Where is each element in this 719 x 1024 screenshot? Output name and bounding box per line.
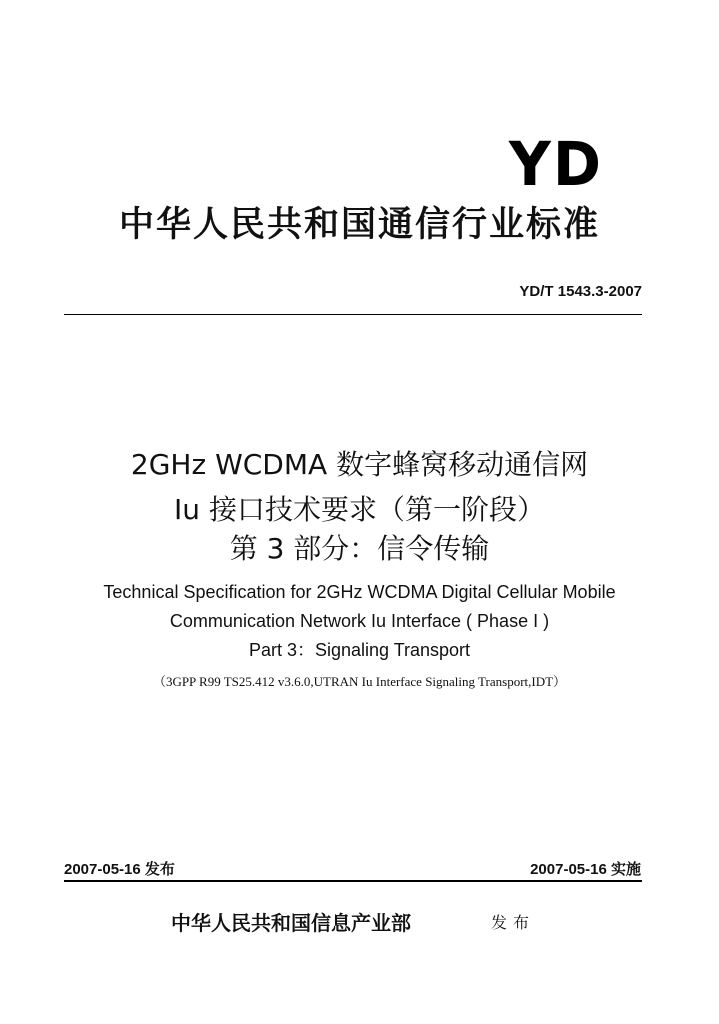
top-divider (64, 314, 642, 315)
yd-logo: YD (508, 128, 603, 200)
publish-label: 发布 (491, 913, 536, 932)
bottom-divider (64, 880, 642, 882)
issuing-ministry: 中华人民共和国信息产业部 (171, 911, 411, 935)
standard-number: YD/T 1543.3-2007 (519, 283, 642, 300)
reference-note: （3GPP R99 TS25.412 v3.6.0,UTRAN Iu Interface Signaling Transport,IDT） (152, 674, 567, 689)
title-zh-line-1: 2GHz WCDMA 数字蜂窝移动通信网 (130, 448, 589, 481)
issue-date: 2007-05-16 发布 (64, 861, 175, 878)
title-zh-line-2: Iu 接口技术要求（第一阶段） (174, 493, 545, 526)
title-zh-line-3: 第 3 部分：信令传输 (229, 532, 490, 565)
issuer-title: 中华人民共和国通信行业标准 (118, 205, 600, 245)
title-en-line-2: Communication Network Iu Interface ( Phase I ) (169, 611, 550, 631)
title-en-line-3: Part 3：Signaling Transport (248, 640, 471, 660)
implementation-date: 2007-05-16 实施 (530, 861, 641, 878)
title-en-line-1: Technical Specification for 2GHz WCDMA Digital Cellular Mobile (103, 582, 616, 602)
